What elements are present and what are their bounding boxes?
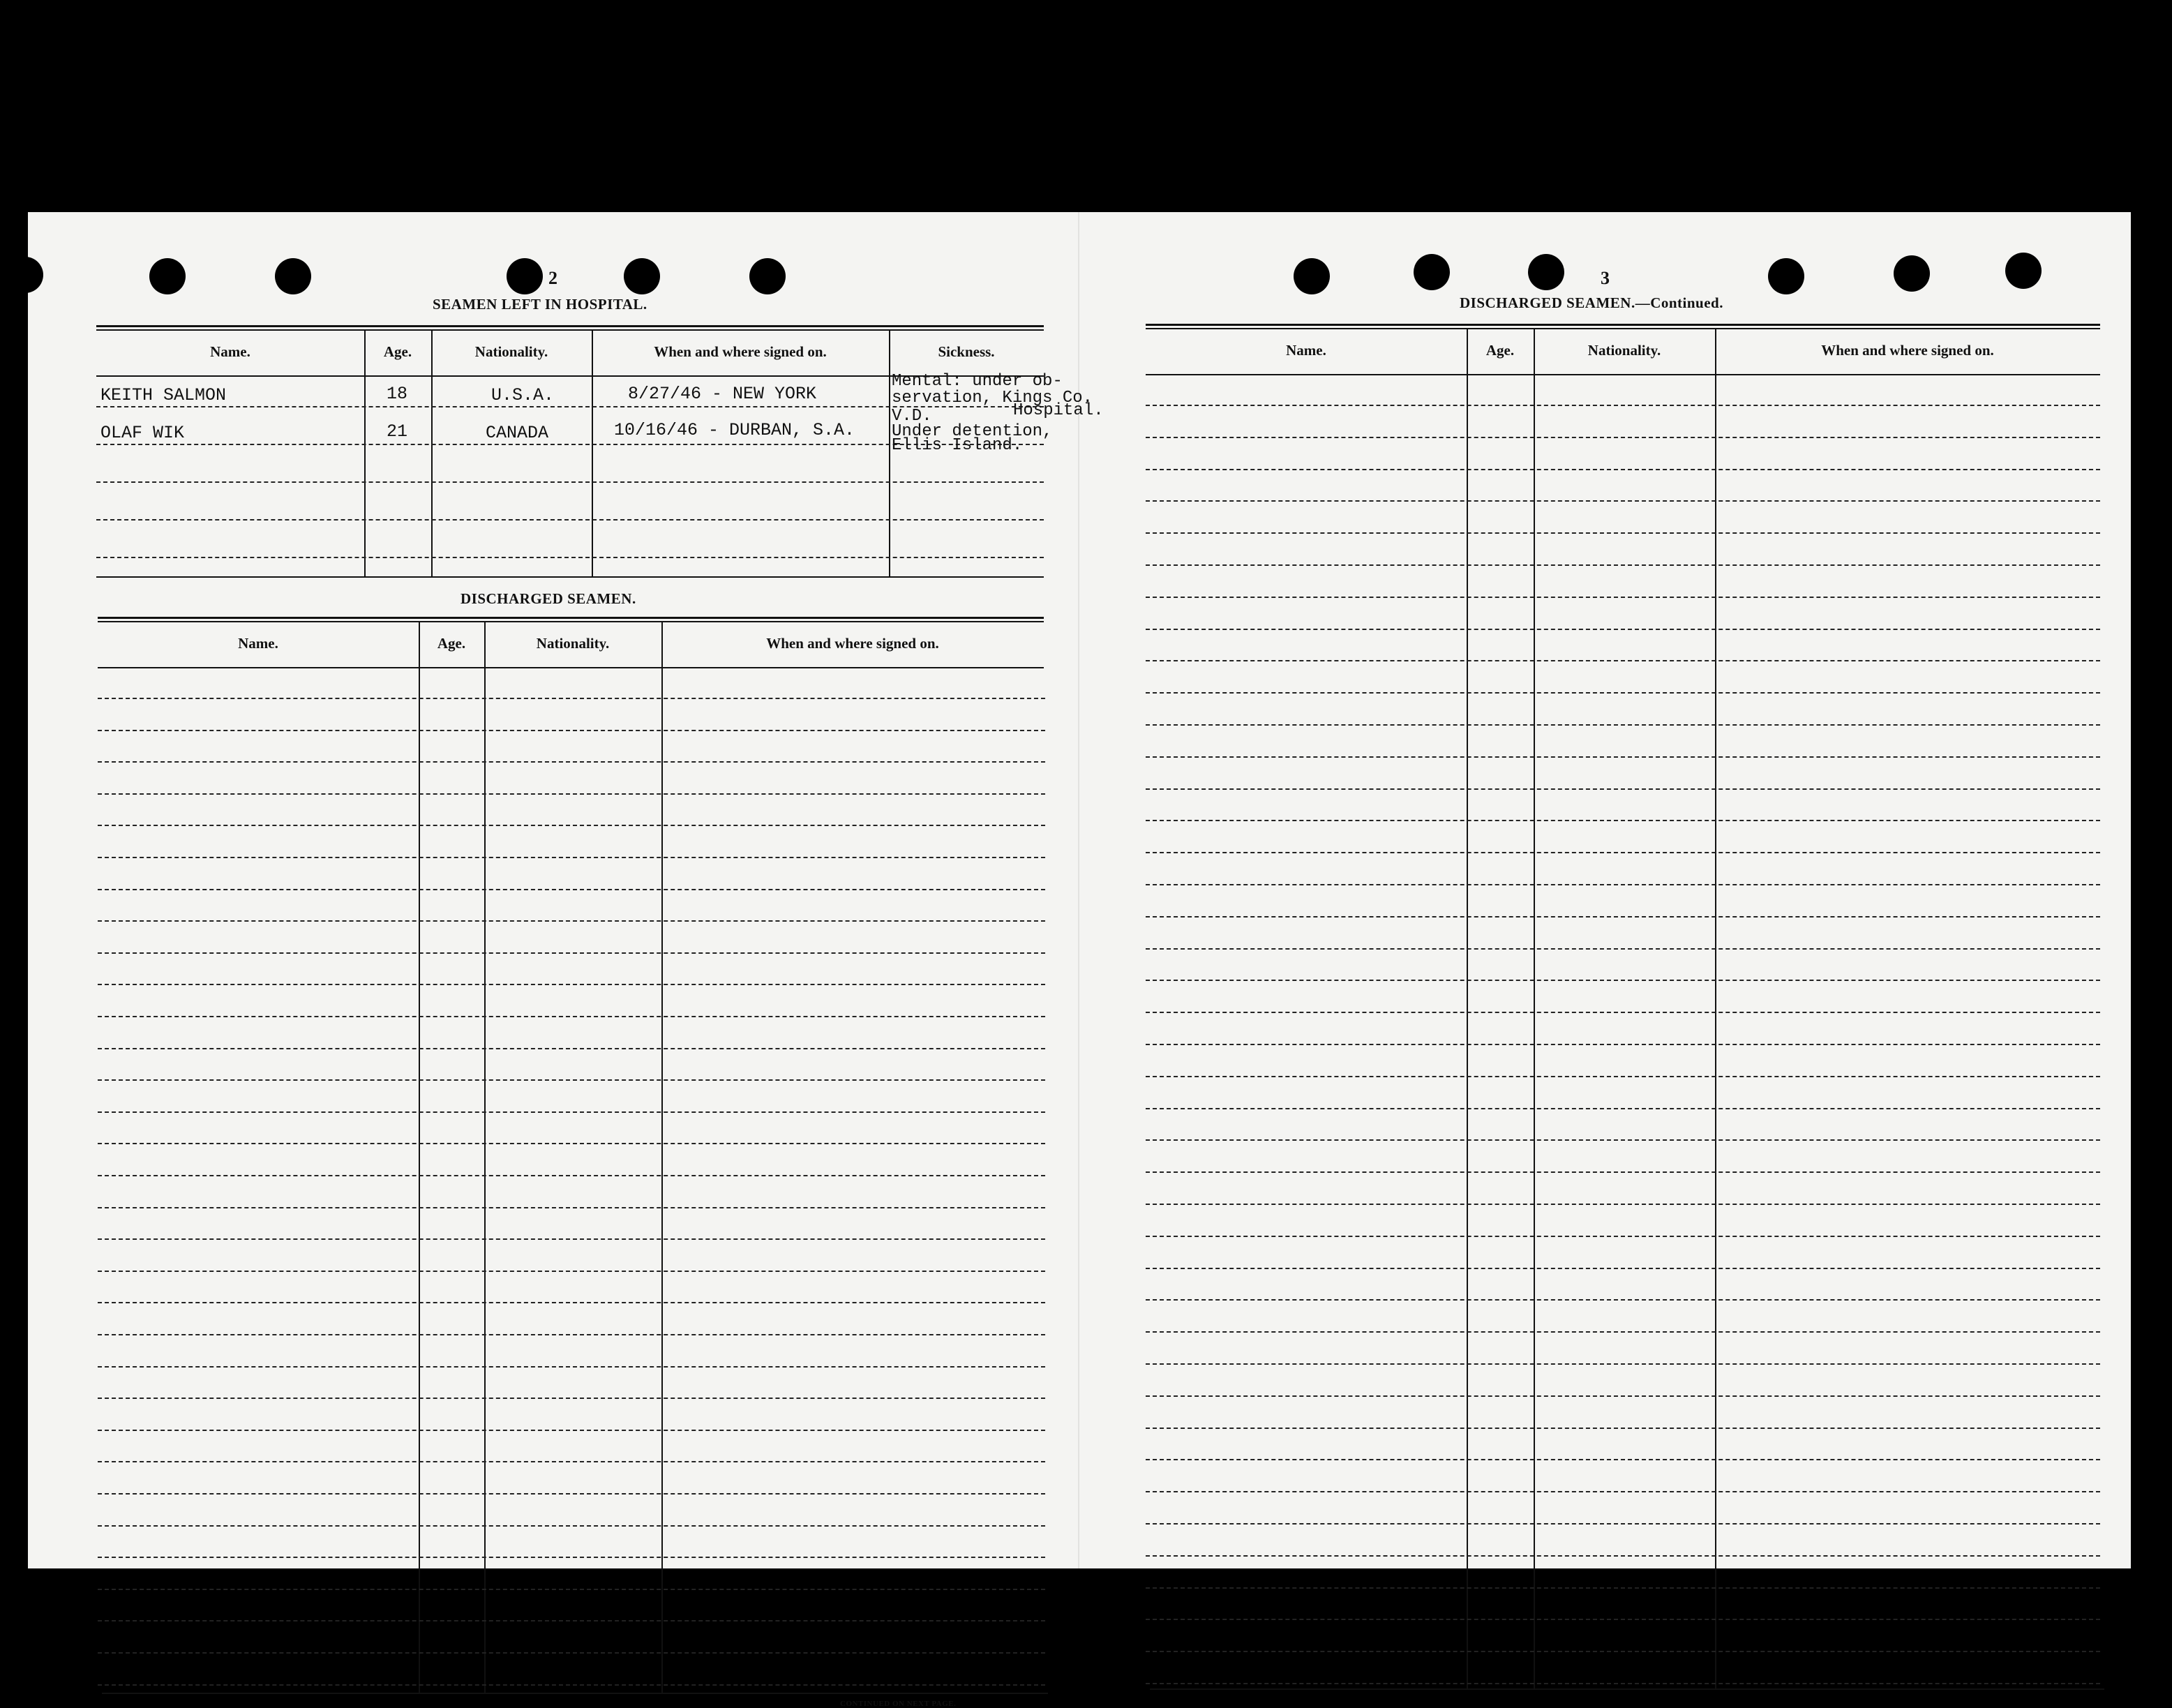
ruled-line — [98, 1430, 1045, 1431]
ruled-line — [1146, 724, 2100, 726]
ruled-line — [1146, 1651, 2100, 1652]
header-name: Name. — [210, 343, 250, 360]
punch-hole — [1294, 258, 1330, 294]
ruled-line — [1146, 500, 2100, 502]
punch-hole — [149, 258, 186, 294]
ruled-line — [1146, 1587, 2100, 1589]
ruled-line — [98, 1048, 1045, 1049]
table-row-nationality: U.S.A. — [491, 385, 555, 405]
ruled-line — [1146, 1139, 2100, 1141]
header-name: Name. — [238, 635, 278, 652]
header-age: Age. — [383, 343, 412, 360]
table-row-age: 21 — [387, 421, 408, 442]
ruled-line — [1146, 948, 2100, 950]
ruled-line — [1146, 1268, 2100, 1269]
column-divider — [484, 621, 486, 1693]
table-row-sickness: Mental: under ob- — [892, 372, 1063, 391]
ruled-line — [96, 519, 1044, 520]
right-title-main: DISCHARGED SEAMEN. — [1460, 294, 1635, 311]
header-signed-on: When and where signed on. — [1821, 342, 1994, 359]
ruled-line — [98, 793, 1045, 795]
ruled-line — [1146, 1108, 2100, 1109]
ruled-line — [98, 857, 1045, 858]
ruled-line — [1146, 1236, 2100, 1237]
ruled-line — [1146, 788, 2100, 790]
table-top-rule — [98, 617, 1044, 619]
table-row-sickness: V.D. — [892, 407, 932, 426]
column-divider — [889, 329, 890, 576]
ruled-line — [98, 1620, 1045, 1621]
ruled-line — [1146, 916, 2100, 917]
right-section-title — [1460, 294, 1723, 312]
table-row-sickness: Hospital. — [1013, 401, 1104, 420]
ruled-line — [1146, 532, 2100, 534]
table-top-rule — [98, 621, 1044, 622]
ruled-line — [98, 984, 1045, 985]
table-top-rule — [96, 325, 1044, 327]
table-bottom-rule — [102, 1693, 1048, 1694]
ruled-line — [1146, 820, 2100, 821]
ruled-line — [1146, 629, 2100, 630]
punch-hole — [1528, 254, 1564, 290]
column-divider — [592, 329, 593, 576]
header-nationality: Nationality. — [474, 343, 548, 360]
ruled-line — [1146, 660, 2100, 661]
ruled-line — [96, 481, 1044, 483]
ruled-line — [1146, 469, 2100, 470]
document-paper — [28, 212, 2131, 1708]
table-bottom-rule — [1150, 1688, 2104, 1690]
table-row-signed-on: 8/27/46 - NEW YORK — [628, 384, 817, 404]
ruled-line — [1146, 405, 2100, 406]
ruled-line — [98, 1175, 1045, 1176]
ruled-line — [98, 889, 1045, 890]
table-top-rule — [96, 329, 1044, 331]
ruled-line — [98, 1111, 1045, 1113]
ruled-line — [1146, 852, 2100, 853]
page-number-right: 3 — [1601, 268, 1610, 288]
punch-hole — [275, 258, 311, 294]
punch-hole — [1894, 255, 1930, 292]
ruled-line — [1146, 437, 2100, 438]
ruled-line — [98, 1684, 1045, 1686]
punch-hole — [7, 257, 43, 293]
table-row-signed-on: 10/16/46 - DURBAN, S.A. — [614, 420, 855, 440]
continued-footer: CONTINUED ON NEXT PAGE. — [840, 1700, 957, 1708]
ruled-line — [96, 557, 1044, 558]
ruled-line — [98, 1461, 1045, 1462]
ruled-line — [1146, 1491, 2100, 1492]
header-signed-on: When and where signed on. — [766, 635, 939, 652]
table-top-rule — [1146, 328, 2100, 329]
ruled-line — [1146, 1204, 2100, 1205]
ruled-line — [1146, 980, 2100, 981]
header-nationality: Nationality. — [1587, 342, 1661, 359]
ruled-line — [1146, 1395, 2100, 1397]
ruled-line — [1146, 597, 2100, 598]
ruled-line — [1146, 1331, 2100, 1333]
punch-hole — [749, 258, 786, 294]
punch-hole — [2005, 253, 2042, 289]
ruled-line — [1146, 692, 2100, 694]
column-divider — [419, 621, 420, 1693]
header-name: Name. — [1286, 342, 1326, 359]
punch-hole — [507, 258, 543, 294]
ruled-line — [1146, 1428, 2100, 1429]
ruled-line — [98, 761, 1045, 763]
ruled-line — [98, 730, 1045, 731]
header-bottom-rule — [1146, 374, 2100, 375]
ruled-line — [1146, 1012, 2100, 1013]
header-sickness: Sickness. — [938, 343, 995, 360]
table-row-sickness: servation, Kings Co. — [892, 389, 1093, 407]
ruled-line — [98, 1143, 1045, 1144]
right-title-suffix: —Continued. — [1635, 294, 1723, 311]
ruled-line — [98, 1493, 1045, 1494]
ruled-line — [98, 1302, 1045, 1303]
column-divider — [661, 621, 663, 1693]
ruled-line — [98, 1398, 1045, 1399]
hospital-section-title: SEAMEN LEFT IN HOSPITAL. — [433, 296, 647, 313]
ruled-line — [1146, 884, 2100, 885]
discharged-section-title: DISCHARGED SEAMEN. — [460, 590, 636, 607]
ruled-line — [98, 825, 1045, 826]
ruled-line — [98, 920, 1045, 922]
ruled-line — [98, 1271, 1045, 1272]
ruled-line — [1146, 1299, 2100, 1301]
ruled-line — [1146, 1555, 2100, 1557]
table-row-sickness: Ellis Island. — [892, 436, 1023, 455]
ruled-line — [1146, 1619, 2100, 1620]
table-row-name: KEITH SALMON — [100, 385, 227, 405]
table-bottom-rule — [96, 576, 1044, 578]
header-bottom-rule — [98, 667, 1044, 668]
ruled-line — [98, 952, 1045, 954]
header-age: Age. — [1485, 342, 1515, 359]
ruled-line — [98, 1207, 1045, 1208]
table-top-rule — [1146, 324, 2100, 326]
ruled-line — [1146, 564, 2100, 566]
header-age: Age. — [437, 635, 466, 652]
ruled-line — [98, 1079, 1045, 1081]
ruled-line — [1146, 1171, 2100, 1173]
ruled-line — [1146, 1363, 2100, 1365]
table-row-name: OLAF WIK — [100, 423, 185, 443]
ruled-line — [1146, 1459, 2100, 1460]
table-row-age: 18 — [387, 384, 408, 404]
table-row-sickness: Under detention, — [892, 422, 1053, 441]
ruled-line — [1146, 1523, 2100, 1525]
ruled-line — [1146, 756, 2100, 758]
column-divider — [364, 329, 366, 576]
ruled-line — [98, 698, 1045, 699]
page-number-left: 2 — [548, 268, 557, 288]
ruled-line — [1146, 1044, 2100, 1045]
ruled-line — [98, 1525, 1045, 1527]
column-divider — [431, 329, 433, 576]
ruled-line — [98, 1557, 1045, 1558]
ruled-line — [1146, 1076, 2100, 1077]
ruled-line — [98, 1589, 1045, 1590]
ruled-line — [98, 1652, 1045, 1654]
table-row-nationality: CANADA — [486, 423, 549, 443]
ruled-line — [98, 1334, 1045, 1335]
ruled-line — [98, 1016, 1045, 1017]
header-nationality: Nationality. — [536, 635, 610, 652]
header-signed-on: When and where signed on. — [654, 343, 827, 360]
ruled-line — [98, 1238, 1045, 1240]
ruled-line — [98, 1366, 1045, 1368]
punch-hole — [1768, 258, 1804, 294]
ruled-line — [1146, 1683, 2100, 1684]
punch-hole — [624, 258, 660, 294]
punch-hole — [1414, 254, 1450, 290]
